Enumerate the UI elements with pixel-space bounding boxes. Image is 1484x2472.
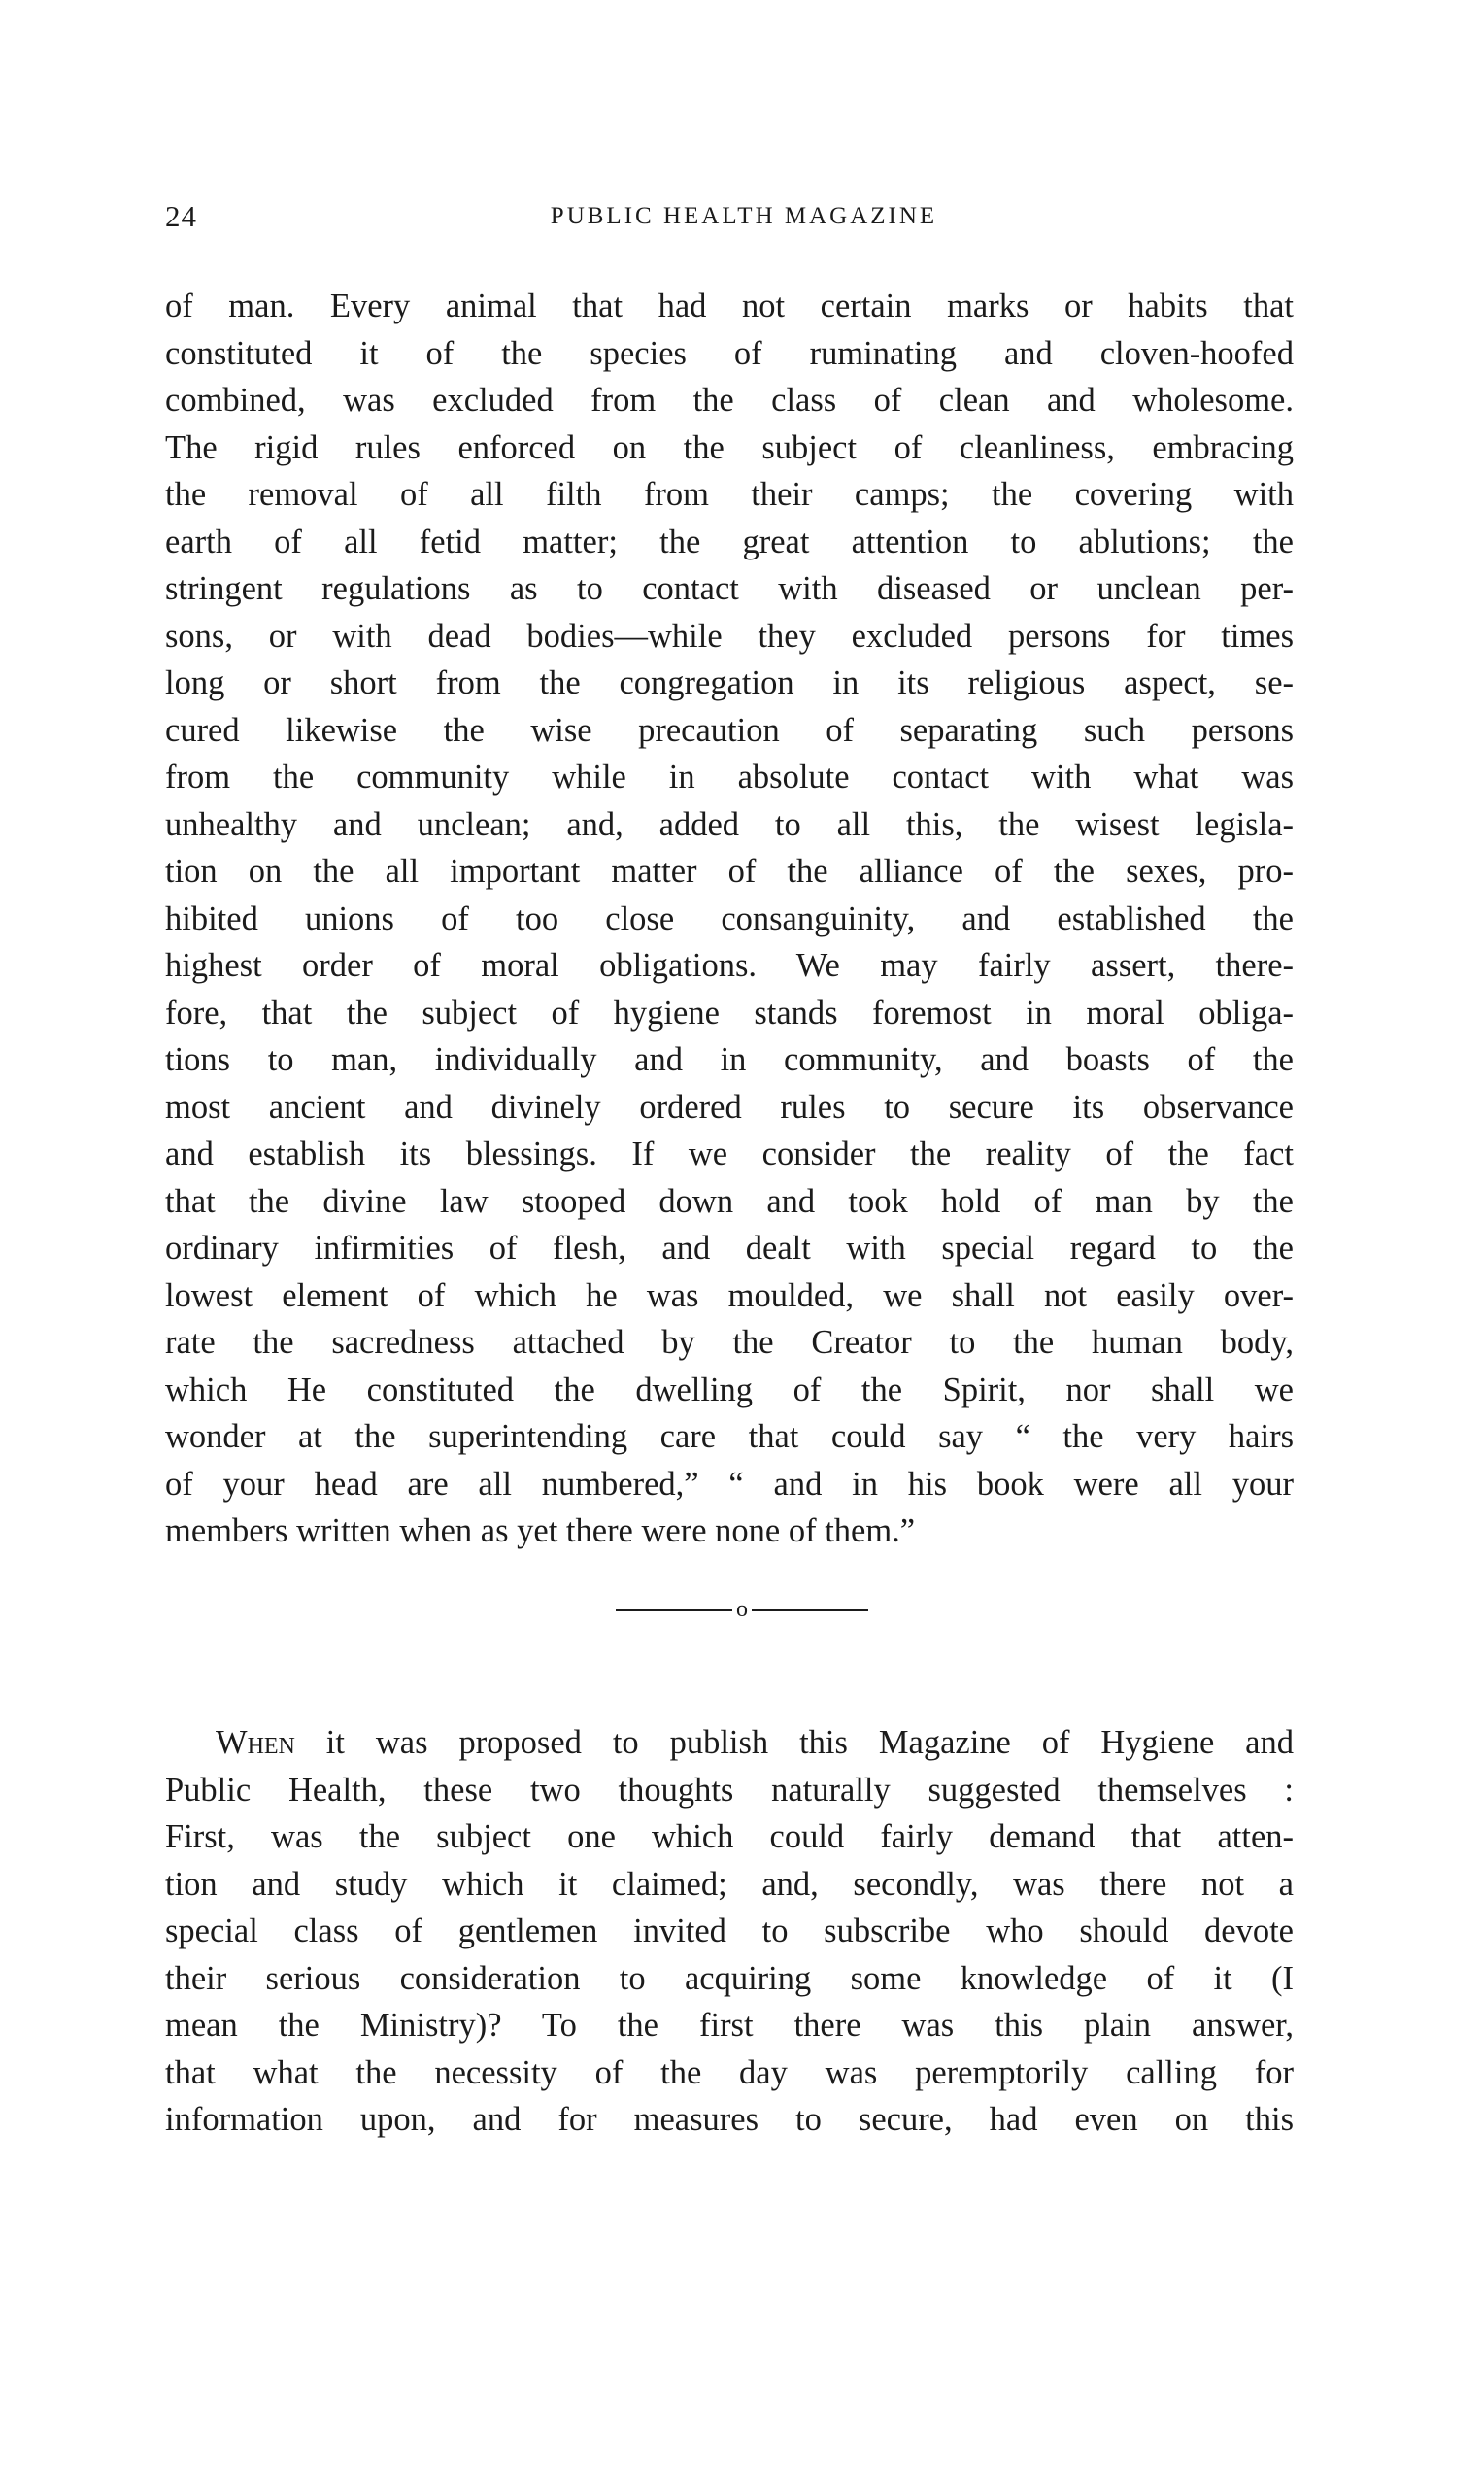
page-number: 24 (165, 199, 197, 233)
text-line: sons, or with dead bodies—while they excluded persons for times (165, 617, 1294, 655)
text-line: long or short from the congregation in its religious aspect, se- (165, 664, 1294, 701)
text-line: tions to man, individually and in community, and boasts of the (165, 1041, 1294, 1078)
page-header (165, 199, 1294, 242)
text-line: which He constituted the dwelling of the Spirit, nor shall we (165, 1371, 1294, 1408)
text-line: information upon, and for measures to secure, had even on this (165, 2101, 1294, 2138)
text-line: hibited unions of too close consanguinity, and established the (165, 899, 1294, 937)
text-line: First, was the subject one which could fairly demand that atten- (165, 1818, 1294, 1855)
text-line: constituted it of the species of ruminating and cloven-hoofed (165, 334, 1294, 372)
text-line: their serious consideration to acquiring some knowledge of it (I (165, 1959, 1294, 1997)
running-title: PUBLIC HEALTH MAGAZINE (550, 203, 938, 229)
text-line: special class of gentlemen invited to subscribe who should devote (165, 1913, 1294, 1949)
text-line: mean the Ministry)? To the first there was this plain answer, (165, 2007, 1294, 2044)
text-line: members written when as yet there were none of them.” (165, 1512, 916, 1549)
text-line: tion on the all important matter of the alliance of the sexes, pro- (165, 853, 1294, 890)
text-line: combined, was excluded from the class of clean and wholesome. (165, 382, 1294, 419)
paragraph-lead-word: When (216, 1724, 295, 1761)
text-line: unhealthy and unclean; and, added to all this, the wisest legisla- (165, 805, 1294, 843)
text-line (165, 1719, 1294, 1767)
text-line: stringent regulations as to contact with diseased or unclean per- (165, 570, 1294, 607)
text-line: cured likewise the wise precaution of separating such persons (165, 711, 1294, 749)
divider-rule-right (752, 1609, 868, 1611)
text-line: that what the necessity of the day was peremptorily calling for (165, 2053, 1294, 2091)
section-divider (0, 1593, 1484, 1624)
body-paragraph-2 (165, 1719, 1294, 2144)
text-line: highest order of moral obligations. We may fairly assert, there- (165, 947, 1294, 984)
text-line: lowest element of which he was moulded, we shall not easily over- (165, 1276, 1294, 1314)
text-line: earth of all fetid matter; the great attention to ablutions; the (165, 523, 1294, 560)
text-line: fore, that the subject of hygiene stands foremost in moral obliga- (165, 994, 1294, 1032)
text-line: and establish its blessings. If we consider the reality of the fact (165, 1135, 1294, 1172)
text-line: The rigid rules enforced on the subject of cleanliness, embracing (165, 428, 1294, 466)
text-line: ordinary infirmities of flesh, and dealt with special regard to the (165, 1230, 1294, 1267)
body-paragraph-1 (165, 283, 1294, 1555)
text-line: wonder at the superintending care that could say “ the very hairs (165, 1418, 1294, 1455)
text-line: of man. Every animal that had not certain marks or habits that (165, 288, 1294, 324)
text-line: Public Health, these two thoughts naturally suggested themselves : (165, 1771, 1294, 1809)
text-line: of your head are all numbered,” “ and in his book were all your (165, 1465, 1294, 1503)
text-line: rate the sacredness attached by the Creator to the human body, (165, 1324, 1294, 1361)
text-line-content: it was proposed to publish this Magazine of Hygiene and (294, 1724, 1294, 1761)
text-line: most ancient and divinely ordered rules to secure its observance (165, 1088, 1294, 1126)
divider-rule-left (616, 1609, 732, 1611)
divider-ornament: o (736, 1597, 748, 1623)
text-line: that the divine law stooped down and took hold of man by the (165, 1182, 1294, 1220)
text-line: from the community while in absolute contact with what was (165, 759, 1294, 796)
text-line: the removal of all filth from their camps; the covering with (165, 476, 1294, 513)
text-line: tion and study which it claimed; and, secondly, was there not a (165, 1865, 1294, 1903)
